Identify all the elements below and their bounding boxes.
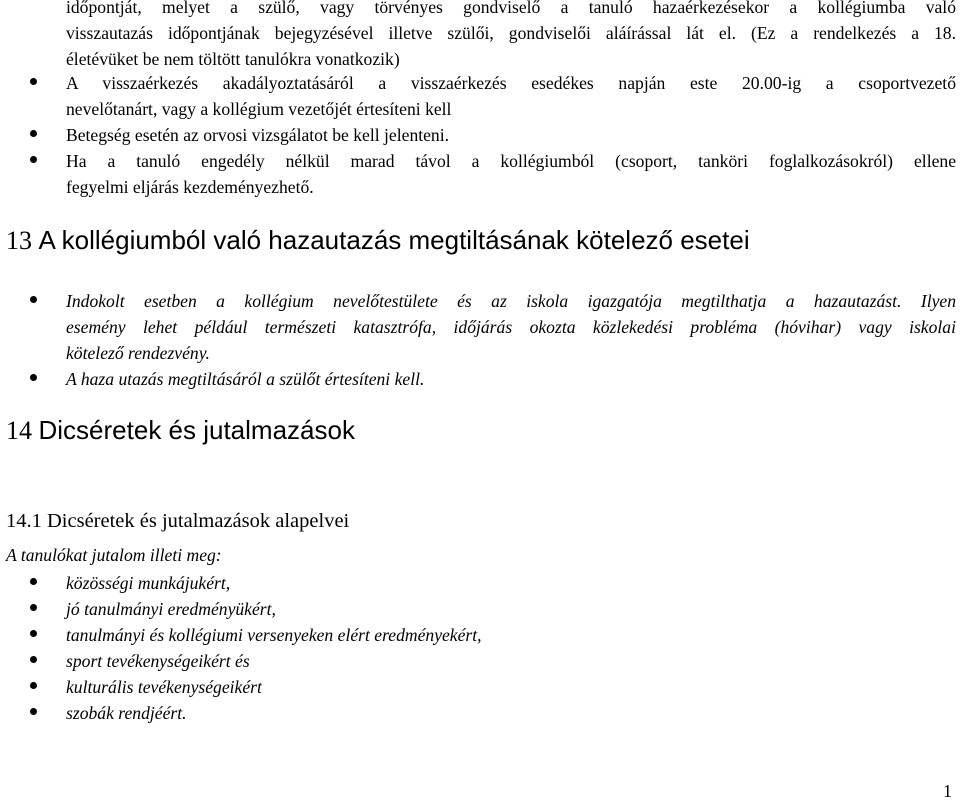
section-title: A kollégiumból való hazautazás megtiltásának kötelező esetei xyxy=(38,225,750,255)
page-number: 1 xyxy=(943,781,952,801)
section-number: 14.1 xyxy=(6,510,42,532)
list-item: tanulmányi és kollégiumi versenyeken elért eredményekért, xyxy=(66,625,482,645)
list-item: közösségi munkájukért, xyxy=(66,573,231,593)
subsection-heading-14-1 xyxy=(6,508,349,534)
text-line: A visszaérkezés akadályoztatásáról a visszaérkezés esedékes napján este 20.00-ig a csoportvezető xyxy=(66,73,956,93)
text-line: visszautazás időpontjának bejegyzésével illetve szülői, gondviselői aláírással lát el. (Ez a rendelkezés a 18. xyxy=(66,23,956,43)
text-line: Ha a tanuló engedély nélkül marad távol a kollégiumból (csoport, tanköri foglalkozásokról) ellene xyxy=(66,151,956,171)
text-line: fegyelmi eljárás kezdeményezhető. xyxy=(66,177,314,197)
section-number: 13 xyxy=(6,226,32,255)
text-line: A haza utazás megtiltásáról a szülőt értesíteni kell. xyxy=(66,369,425,389)
list-item xyxy=(66,70,956,122)
text-line: nevelőtanárt, vagy a kollégium vezetőjét értesíteni kell xyxy=(66,99,452,119)
bullet-icon xyxy=(30,656,37,663)
bullet-icon xyxy=(30,630,37,637)
bullet-icon xyxy=(30,682,37,689)
list-item xyxy=(66,148,956,200)
bullet-icon xyxy=(30,374,37,381)
list-item xyxy=(66,122,956,148)
text-line: Betegség esetén az orvosi vizsgálatot be kell jelenteni. xyxy=(66,125,450,145)
text-line: kötelező rendezvény. xyxy=(66,343,210,363)
list-item: szobák rendjéért. xyxy=(66,703,187,723)
text-line: életévüket be nem töltött tanulókra vonatkozik) xyxy=(66,49,400,69)
text-line: Indokolt esetben a kollégium nevelőtestülete és az iskola igazgatója megtilthatja a hazautazást. Ilyen xyxy=(66,291,956,311)
bullet-icon xyxy=(30,604,37,611)
continuation-paragraph xyxy=(66,0,956,72)
bullet-icon xyxy=(30,296,37,303)
section-heading-14 xyxy=(6,414,355,447)
section-title: Dicséretek és jutalmazások xyxy=(38,415,355,445)
bullet-icon xyxy=(30,708,37,715)
intro-text: A tanulókat jutalom illeti meg: xyxy=(6,545,222,565)
bullet-icon xyxy=(30,78,37,85)
list-item: jó tanulmányi eredményükért, xyxy=(66,599,276,619)
text-line: időpontját, melyet a szülő, vagy törvényes gondviselő a tanuló hazaérkezésekor a kollégiumba való xyxy=(66,0,956,17)
bullet-icon xyxy=(30,578,37,585)
list-item xyxy=(66,288,956,366)
bullet-icon xyxy=(30,130,37,137)
section-heading-13 xyxy=(6,224,750,257)
text-line: esemény lehet például természeti katasztrófa, időjárás okozta közlekedési probléma (hóvihar) vagy iskolai xyxy=(66,317,956,337)
bullet-icon xyxy=(30,156,37,163)
section-number: 14 xyxy=(6,416,32,445)
section-title: Dicséretek és jutalmazások alapelvei xyxy=(47,510,350,532)
list-item: sport tevékenységeikért és xyxy=(66,651,250,671)
list-item: kulturális tevékenységeikért xyxy=(66,677,262,697)
list-item xyxy=(66,366,956,392)
